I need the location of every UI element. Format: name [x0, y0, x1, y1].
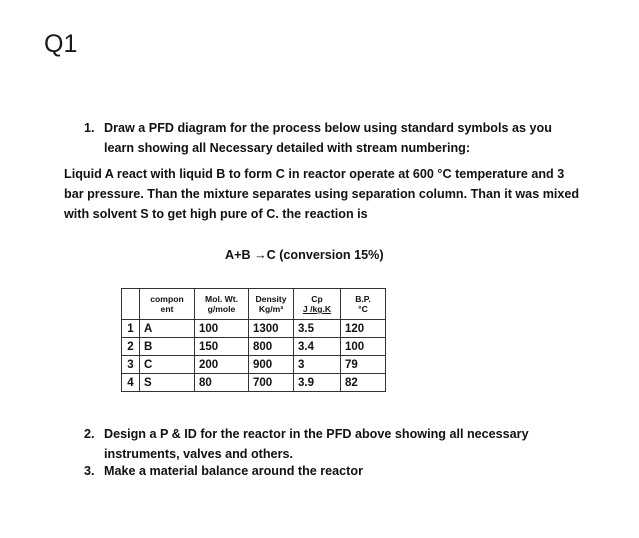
question-2-number: 2.	[84, 427, 95, 441]
question-2-text: Design a P & ID for the reactor in the PFD above showing all necessary instruments, valves and others.	[104, 427, 529, 461]
question-2	[84, 424, 564, 464]
question-3-number: 3.	[84, 464, 95, 478]
process-description: Liquid A react with liquid B to form C in reactor operate at 600 °C temperature and 3 bar pressure. Than the mixture separates using separation column. Than it was mixed with solvent S to get high pure of C. the reaction is	[64, 167, 580, 221]
table-row: 4 S 80 700 3.9 82	[122, 374, 386, 392]
header-cp: Cp J /kg.K	[294, 289, 341, 320]
header-bp: B.P. °C	[341, 289, 386, 320]
reaction-equation: A+B →C (conversion 15%)	[225, 248, 384, 262]
question-3-text: Make a material balance around the reactor	[104, 464, 363, 478]
question-1	[84, 118, 574, 158]
header-component: compon ent	[140, 289, 195, 320]
header-density: Density Kg/m³	[249, 289, 294, 320]
header-mol-wt: Mol. Wt. g/mole	[195, 289, 249, 320]
question-3	[84, 461, 363, 481]
table-header-row	[122, 289, 386, 320]
table-row: 2 B 150 800 3.4 100	[122, 338, 386, 356]
header-index	[122, 289, 140, 320]
question-1-number: 1.	[84, 121, 95, 135]
component-properties-table	[121, 288, 386, 392]
table-row: 3 C 200 900 3 79	[122, 356, 386, 374]
question-heading: Q1	[44, 30, 78, 58]
table-row: 1 A 100 1300 3.5 120	[122, 320, 386, 338]
question-1-text: Draw a PFD diagram for the process below using standard symbols as you learn showing all Necessary detailed with stream numbering:	[104, 121, 552, 155]
